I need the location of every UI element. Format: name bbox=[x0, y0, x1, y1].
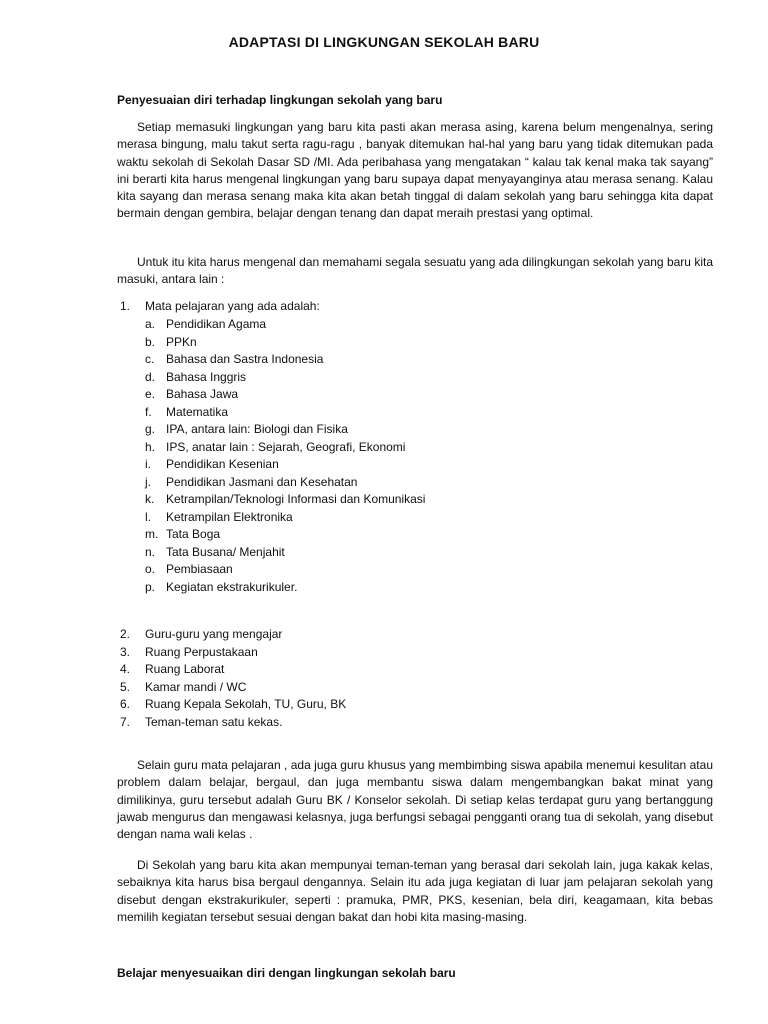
list-text: Kamar mandi / WC bbox=[145, 679, 247, 694]
sub-list-text: Ketrampilan Elektronika bbox=[166, 509, 293, 524]
sub-list-letter: i. bbox=[145, 457, 151, 471]
sub-list-text: Tata Busana/ Menjahit bbox=[166, 544, 285, 559]
sub-list-text: Bahasa Jawa bbox=[166, 387, 239, 401]
list-text: Guru-guru yang mengajar bbox=[145, 627, 283, 641]
sub-list-text: Matematika bbox=[166, 404, 229, 419]
section-heading-2: Belajar menyesuaikan diri dengan lingkungan sekolah baru bbox=[117, 966, 456, 980]
sub-list-letter: j. bbox=[145, 474, 151, 489]
paragraph-intro: Setiap memasuki lingkungan yang baru kita pasti akan merasa asing, karena belum mengenalnya, sering merasa bingung, malu takut serta ragu-ragu , banyak ditemukan hal-hal yang baru yang tidak ditemukan pada waktu sekolah di Sekolah Dasar SD /MI. Ada peribahasa yang mengatakan “ kalau tak kenal maka tak sayang” ini berarti kita harus mengenal lingkungan yang baru supaya dapat menyayanginya atau merasa senang. Kalau kita sayang dan merasa senang maka kita akan betah tinggal di dalam sekolah yang baru sehingga kita dapat bermain dengan gembira, belajar dengan tenang dan dapat meraih prestasi yang optimal. bbox=[117, 120, 713, 221]
list-number: 3. bbox=[120, 644, 131, 659]
sub-list-letter: a. bbox=[145, 317, 156, 331]
sub-list-letter: b. bbox=[145, 334, 156, 349]
list-number: 7. bbox=[120, 714, 131, 729]
sub-list-letter: o. bbox=[145, 562, 156, 576]
sub-list-letter: f. bbox=[145, 404, 152, 419]
paragraph-lead-in: Untuk itu kita harus mengenal dan memahami segala sesuatu yang ada dilingkungan sekolah yang baru kita masuki, antara lain : bbox=[117, 255, 713, 287]
sub-list-letter: k. bbox=[145, 492, 155, 506]
sub-list-text: IPS, anatar lain : Sejarah, Geografi, Ekonomi bbox=[166, 439, 406, 454]
list-text: Ruang Kepala Sekolah, TU, Guru, BK bbox=[145, 697, 347, 711]
list-number: 2. bbox=[120, 627, 131, 641]
sub-list-text: IPA, antara lain: Biologi dan Fisika bbox=[166, 422, 348, 436]
sub-list-letter: e. bbox=[145, 387, 156, 401]
list-number: 5. bbox=[120, 679, 131, 694]
sub-list-text: Ketrampilan/Teknologi Informasi dan Komunikasi bbox=[166, 492, 426, 506]
list-number: 4. bbox=[120, 662, 131, 676]
sub-list-letter: l. bbox=[145, 509, 151, 524]
sub-list-text: Tata Boga bbox=[166, 527, 221, 541]
sub-list-text: PPKn bbox=[166, 334, 197, 349]
list-text: Teman-teman satu kekas. bbox=[145, 714, 283, 729]
paragraph-counselor: Selain guru mata pelajaran , ada juga guru khusus yang membimbing siswa apabila menemui kesulitan atau problem dalam belajar, bergaul, dan juga membantu siswa dalam mengembangkan bakat minat yang dimilikinya, guru tersebut adalah Guru BK / Konselor sekolah. Di setiap kelas terdapat guru yang bertanggung jawab mengurus dan mengawasi kelasnya, juga berfungsi sebagai pengganti orang tua di sekolah, yang disebut dengan nama wali kelas . bbox=[117, 758, 713, 842]
sub-list-text: Bahasa Inggris bbox=[166, 369, 247, 384]
sub-list-letter: d. bbox=[145, 369, 156, 384]
sub-list-letter: n. bbox=[145, 544, 156, 559]
list-text: Mata pelajaran yang ada adalah: bbox=[145, 299, 320, 313]
sub-list-text: Pendidikan Agama bbox=[166, 317, 267, 331]
sub-list-letter: g. bbox=[145, 422, 156, 436]
sub-list-text: Bahasa dan Sastra Indonesia bbox=[166, 352, 324, 366]
sub-list-letter: h. bbox=[145, 439, 156, 454]
sub-list-text: Pendidikan Kesenian bbox=[166, 457, 279, 471]
sub-list-text: Pembiasaan bbox=[166, 562, 233, 576]
sub-list-letter: c. bbox=[145, 352, 155, 366]
list-number: 1. bbox=[120, 299, 131, 313]
list-number: 6. bbox=[120, 697, 131, 711]
section-heading-1: Penyesuaian diri terhadap lingkungan sekolah yang baru bbox=[117, 93, 443, 107]
page-title: ADAPTASI DI LINGKUNGAN SEKOLAH BARU bbox=[228, 34, 540, 50]
list-text: Ruang Laborat bbox=[145, 662, 225, 676]
sub-list-letter: p. bbox=[145, 579, 156, 594]
sub-list-letter: m. bbox=[145, 527, 159, 541]
list-text: Ruang Perpustakaan bbox=[145, 644, 258, 659]
sub-list-text: Pendidikan Jasmani dan Kesehatan bbox=[166, 474, 358, 489]
sub-list-text: Kegiatan ekstrakurikuler. bbox=[166, 579, 298, 594]
paragraph-friends: Di Sekolah yang baru kita akan mempunyai teman-teman yang berasal dari sekolah lain, juga kakak kelas, sebaiknya kita harus bisa bergaul dengannya. Selain itu ada juga kegiatan di luar jam pelajaran sekolah yang disebut dengan ekstrakurikuler, seperti : pramuka, PMR, PKS, kesenian, bela diri, keagamaan, kita bebas memilih kegiatan tersebut sesuai dengan bakat dan hobi kita masing-masing. bbox=[117, 858, 713, 924]
